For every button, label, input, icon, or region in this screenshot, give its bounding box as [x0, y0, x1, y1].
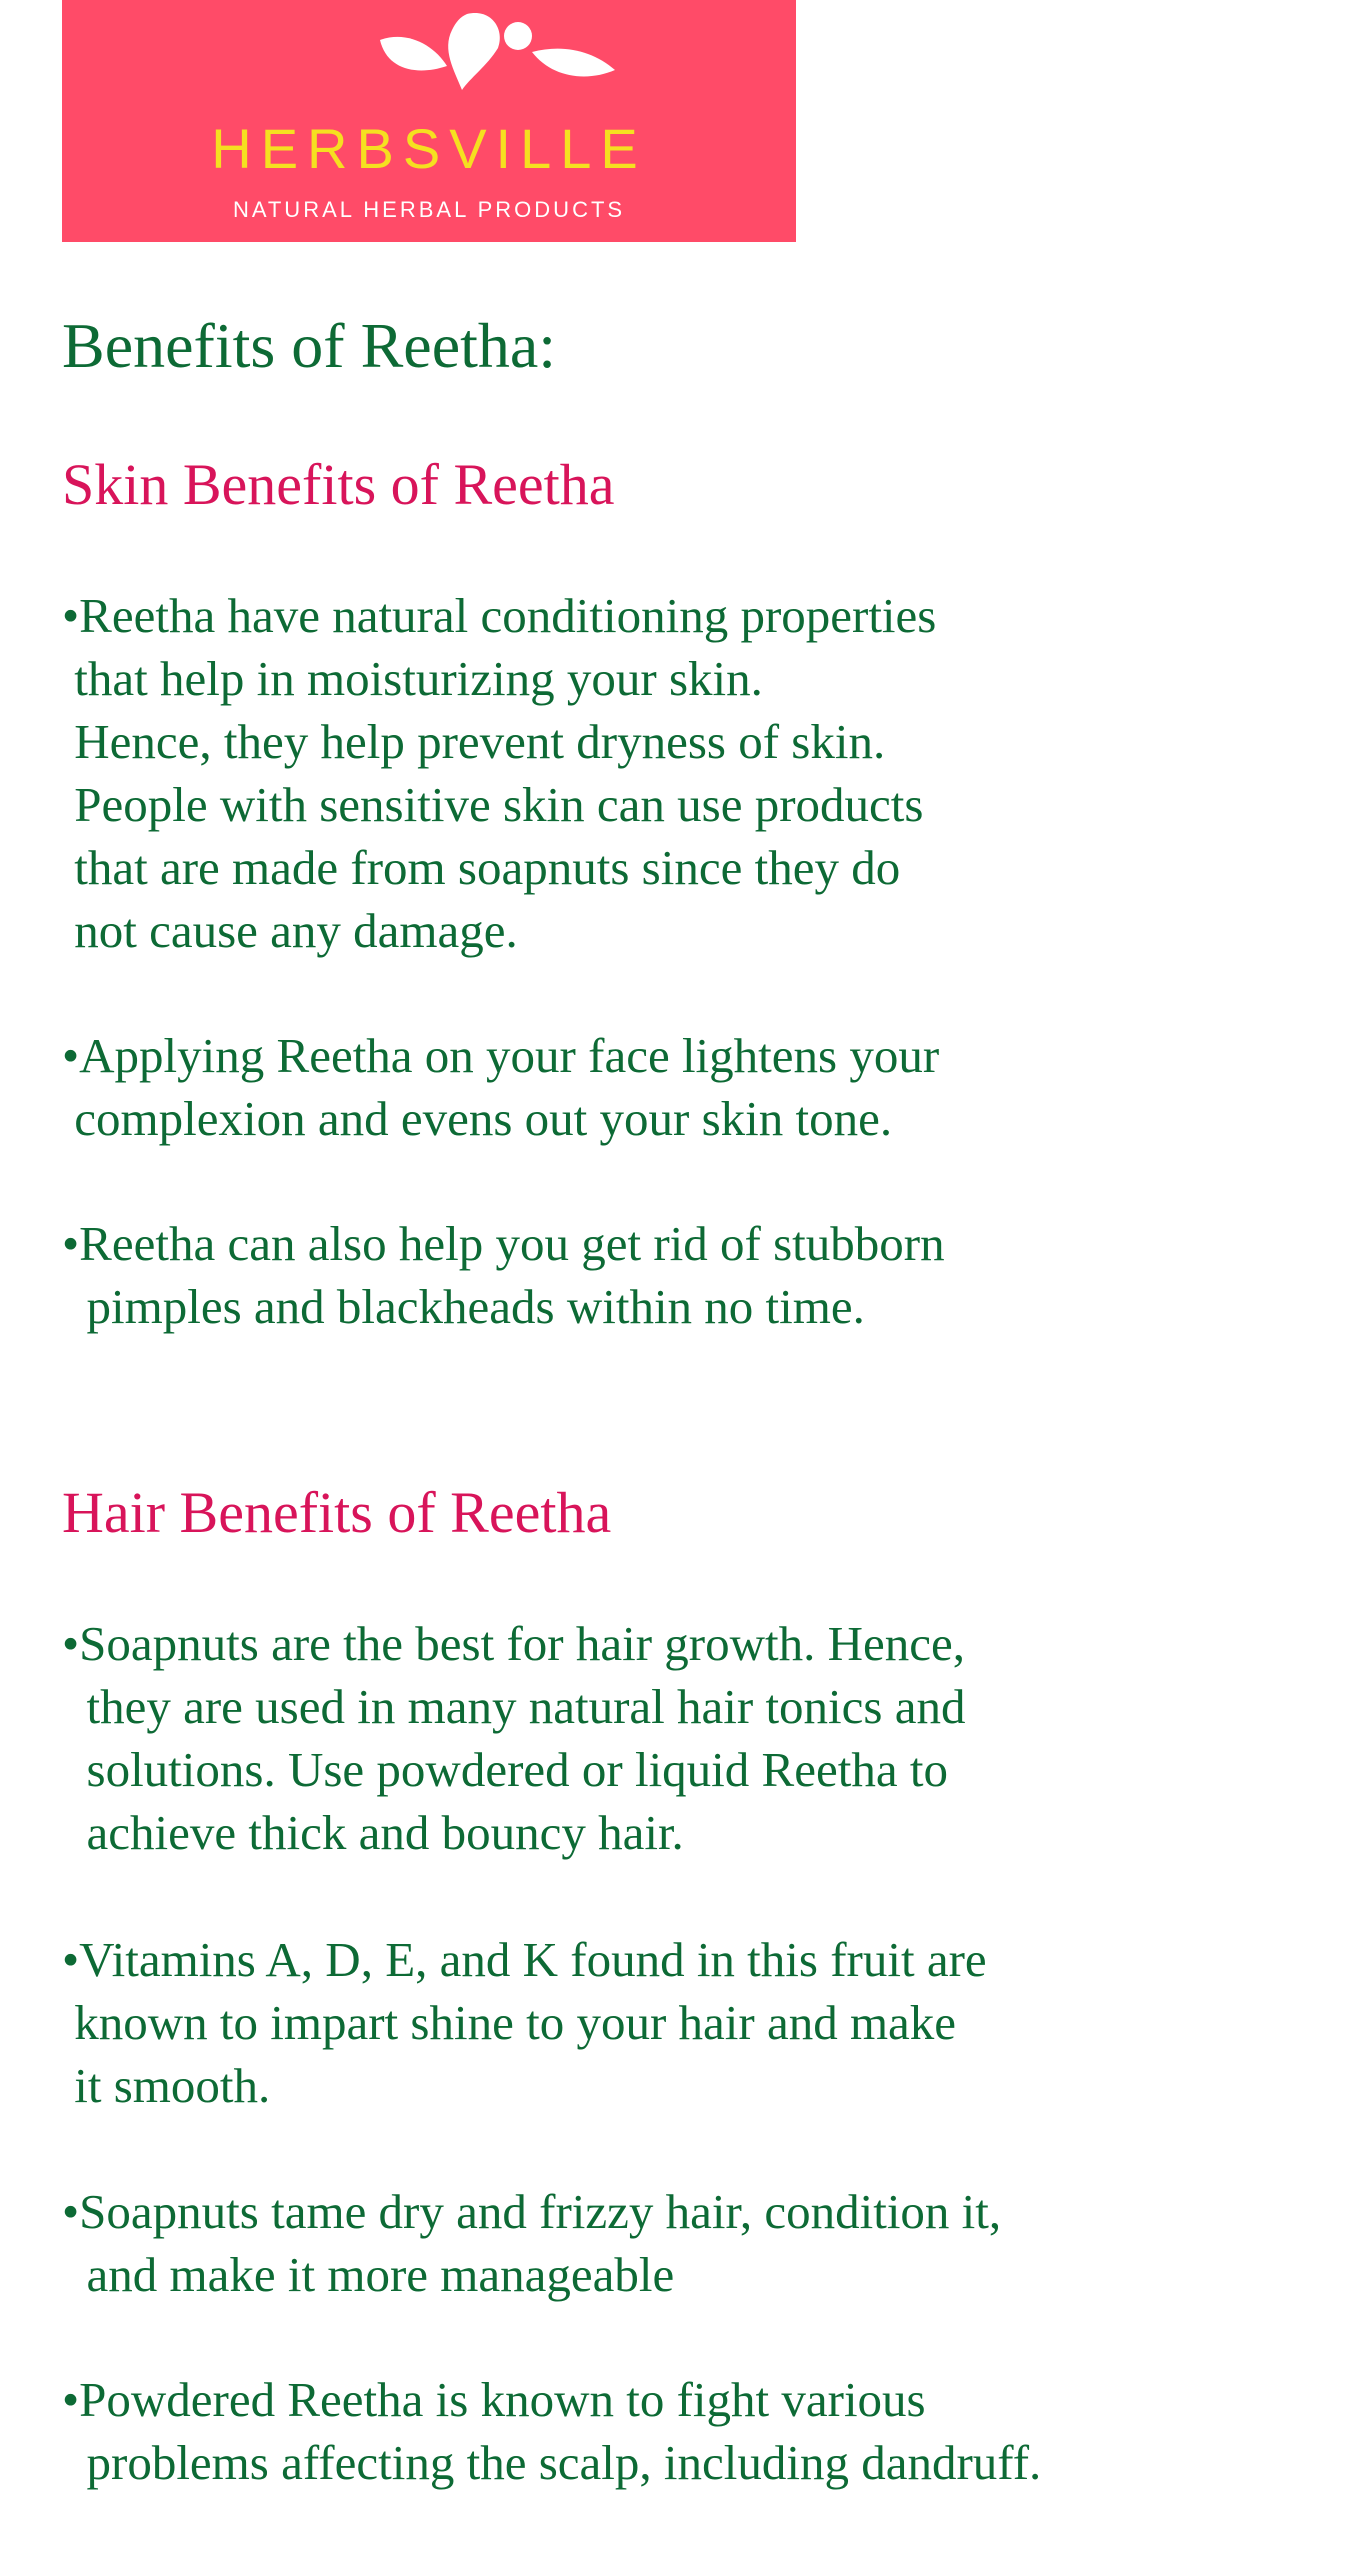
- bullet-line: complexion and evens out your skin tone.: [62, 1091, 893, 1146]
- skin-benefit-item: [62, 1212, 945, 1338]
- brand-name: HERBSVILLE: [211, 117, 647, 180]
- leaf-drops-icon: [62, 0, 796, 110]
- bullet-line: that are made from soapnuts since they do: [62, 840, 901, 895]
- bullet-line: achieve thick and bouncy hair.: [62, 1805, 684, 1860]
- hair-benefit-item: [62, 1928, 987, 2117]
- bullet-line: •Soapnuts tame dry and frizzy hair, condition it,: [62, 2184, 1002, 2239]
- bullet-line: they are used in many natural hair tonics and: [62, 1679, 966, 1734]
- bullet-line: •Vitamins A, D, E, and K found in this fruit are: [62, 1932, 987, 1987]
- bullet-line: •Reetha have natural conditioning properties: [62, 588, 937, 643]
- bullet-line: it smooth.: [62, 2058, 271, 2113]
- brand-tagline: NATURAL HERBAL PRODUCTS: [232, 197, 626, 222]
- bullet-line: known to impart shine to your hair and make: [62, 1995, 957, 2050]
- bullet-line: that help in moisturizing your skin.: [62, 651, 763, 706]
- bullet-line: problems affecting the scalp, including dandruff.: [62, 2435, 1042, 2490]
- herbsville-logo: [62, 0, 796, 242]
- skin-benefits-heading: Skin Benefits of Reetha: [62, 452, 615, 517]
- bullet-line: solutions. Use powdered or liquid Reetha to: [62, 1742, 948, 1797]
- bullet-line: •Powdered Reetha is known to fight various: [62, 2372, 926, 2427]
- page-title: Benefits of Reetha:: [62, 310, 557, 381]
- bullet-line: •Applying Reetha on your face lightens your: [62, 1028, 940, 1083]
- bullet-line: •Soapnuts are the best for hair growth. Hence,: [62, 1616, 965, 1671]
- bullet-line: not cause any damage.: [62, 903, 518, 958]
- hair-benefit-item: [62, 2180, 1001, 2306]
- bullet-line: •Reetha can also help you get rid of stubborn: [62, 1216, 945, 1271]
- skin-benefit-item: [62, 584, 936, 962]
- skin-benefit-item: [62, 1024, 939, 1150]
- hair-benefit-item: [62, 2368, 1041, 2494]
- bullet-line: Hence, they help prevent dryness of skin.: [62, 714, 886, 769]
- hair-benefits-heading: Hair Benefits of Reetha: [62, 1480, 612, 1545]
- bullet-line: People with sensitive skin can use products: [62, 777, 924, 832]
- bullet-line: pimples and blackheads within no time.: [62, 1279, 865, 1334]
- bullet-line: and make it more manageable: [62, 2247, 675, 2302]
- hair-benefit-item: [62, 1612, 966, 1864]
